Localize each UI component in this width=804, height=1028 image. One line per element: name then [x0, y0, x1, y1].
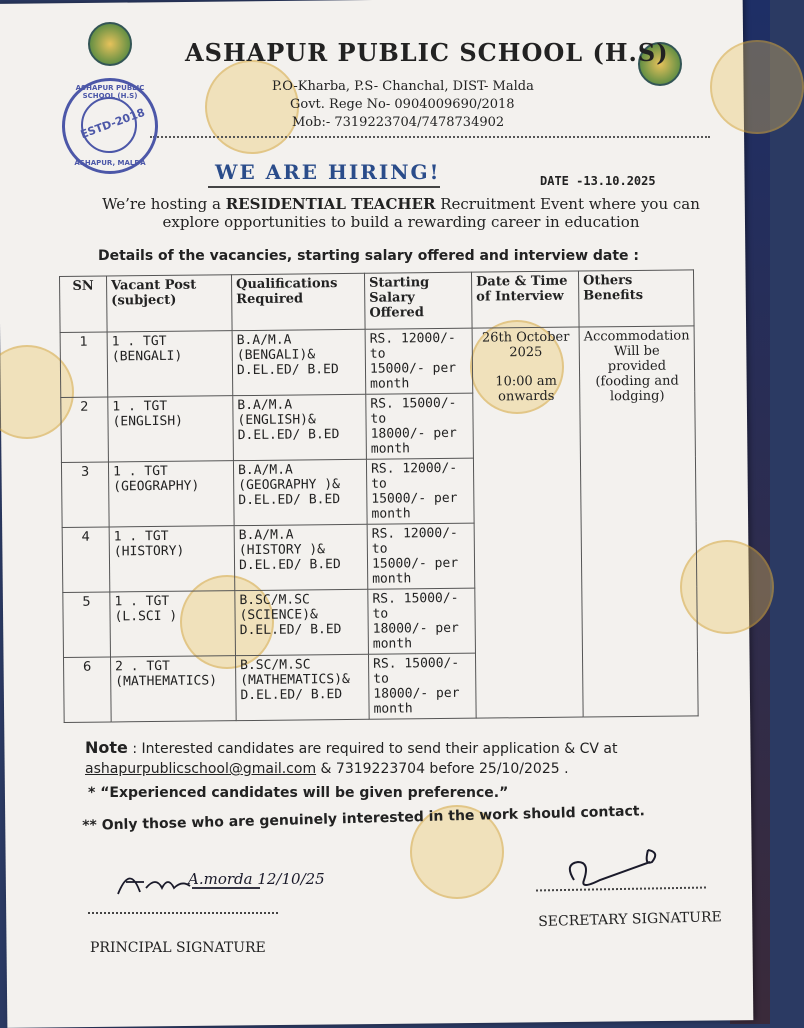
header-sn: SN — [60, 276, 108, 332]
school-registration: Govt. Rege No- 0904009690/2018 — [290, 97, 515, 112]
benefits-cell: Accommodation Will be provided (fooding and lodging) — [579, 326, 698, 717]
row-qual-2: (HISTORY )& — [238, 542, 326, 559]
header-divider — [150, 136, 710, 138]
interview-date: 26th October 2025 — [481, 329, 570, 361]
row-sn: 2 — [61, 397, 109, 462]
row-sal-3: month — [370, 441, 411, 457]
row-post-subject: (ENGLISH) — [112, 413, 184, 430]
table-row — [60, 326, 695, 398]
principal-signature-date: A.morda 12/10/25 — [188, 870, 325, 888]
vacancy-table — [59, 269, 699, 723]
school-address: P.O-Kharba, P.S- Chanchal, DIST- Malda — [272, 79, 534, 94]
intro-bold: RESIDENTIAL TEACHER — [225, 195, 436, 213]
row-qualification — [235, 654, 369, 720]
watermark-badge-icon — [205, 60, 299, 154]
row-qual-2: (MATHEMATICS)& — [240, 671, 350, 689]
table-header-row — [60, 270, 694, 333]
row-qual-3: D.EL.ED/ B.ED — [239, 622, 342, 639]
header-post: Vacant Post (subject) — [107, 275, 233, 332]
row-sal-2: 18000/- per — [370, 425, 457, 442]
row-sn: 5 — [63, 592, 111, 657]
interview-time: 10:00 am onwards — [495, 373, 558, 405]
row-qual-1: B.A/M.A — [237, 462, 293, 479]
details-heading: Details of the vacancies, starting salary offered and interview date : — [98, 248, 640, 264]
row-qualification — [232, 329, 366, 395]
row-sal-3: month — [370, 376, 410, 392]
hiring-banner: WE ARE HIRING! — [215, 160, 441, 184]
hiring-underline — [208, 186, 440, 188]
notice-date: DATE -13.10.2025 — [540, 174, 656, 188]
contact-email-link[interactable]: ashapurpublicschool@gmail.com — [85, 761, 317, 777]
row-qual-3: D.EL.ED/ B.ED — [237, 427, 340, 444]
row-qual-2: (GEOGRAPHY )& — [238, 477, 341, 494]
row-post-num: 2 . TGT — [115, 658, 170, 675]
school-name: ASHAPUR PUBLIC SCHOOL (H.S) — [185, 38, 669, 67]
row-sal-1: RS. 15000/- to — [372, 590, 459, 622]
row-qual-3: D.EL.ED/ B.ED — [240, 687, 343, 704]
row-post-num: 1 . TGT — [113, 528, 169, 545]
row-post-subject: (GEOGRAPHY) — [113, 478, 200, 495]
intro-part1: We’re hosting a — [102, 195, 226, 213]
row-sn: 3 — [61, 462, 109, 527]
row-qualification — [233, 459, 367, 525]
row-post-num: 1 . TGT — [112, 463, 168, 480]
watermark-badge-icon — [710, 40, 804, 134]
row-post — [108, 461, 234, 527]
interested-note: ** Only those who are genuinely interested in the work should contact. — [82, 803, 646, 834]
row-post-subject: (HISTORY) — [113, 543, 185, 560]
row-post-num: 1 . TGT — [114, 593, 170, 610]
school-mobile: Mob:- 7319223704/7478734902 — [292, 115, 505, 130]
row-sal-3: month — [371, 506, 411, 522]
intro-paragraph — [96, 195, 706, 231]
row-salary — [366, 393, 474, 459]
row-post-num: 1 . TGT — [111, 333, 167, 350]
row-sal-2: 18000/- per — [373, 685, 460, 702]
row-sal-2: 15000/- per — [371, 490, 458, 507]
note-text-2: & 7319223704 before 25/10/2025 . — [316, 761, 569, 777]
header-salary: Starting Salary Offered — [364, 272, 472, 329]
row-post — [110, 656, 236, 722]
row-qualification — [235, 589, 369, 655]
row-sn: 1 — [60, 332, 108, 397]
row-qual-3: D.EL.ED/ B.ED — [238, 557, 341, 574]
row-qual-1: B.A/M.A — [236, 332, 292, 349]
row-post — [110, 591, 236, 657]
row-post — [107, 331, 233, 397]
row-qual-1: B.A/M.A — [238, 527, 294, 544]
row-sn: 4 — [62, 527, 110, 592]
preference-note: * “Experienced candidates will be given preference.” — [88, 785, 509, 801]
row-sal-2: 15000/- per — [371, 555, 459, 572]
row-sal-2: 18000/- per — [372, 620, 459, 637]
row-salary — [368, 588, 476, 654]
row-sal-1: RS. 15000/- to — [373, 655, 460, 687]
row-post-subject: (L.SCI ) — [114, 608, 178, 625]
principal-signature-line — [88, 912, 278, 914]
row-qual-3: D.EL.ED/ B.ED — [236, 362, 339, 379]
row-post-num: 1 . TGT — [112, 398, 168, 415]
row-salary — [365, 328, 473, 394]
row-qual-2: (BENGALI)& — [236, 347, 316, 364]
note-label: Note — [85, 738, 128, 757]
row-post-subject: (MATHEMATICS) — [115, 673, 218, 690]
row-salary — [366, 458, 474, 524]
row-qual-3: D.EL.ED/ B.ED — [238, 492, 341, 509]
secretary-signature-label: SECRETARY SIGNATURE — [538, 909, 722, 930]
row-salary — [368, 653, 476, 719]
school-emblem-left-icon — [88, 22, 132, 66]
row-sal-2: 15000/- per — [369, 360, 457, 377]
row-sal-1: RS. 12000/- to — [370, 460, 458, 492]
row-post — [109, 526, 235, 592]
row-sn: 6 — [63, 657, 111, 722]
header-benefits: Others Benefits — [578, 270, 694, 327]
header-qualification: Qualifications Required — [231, 273, 365, 330]
row-sal-1: RS. 12000/- to — [371, 525, 458, 557]
row-post-subject: (BENGALI) — [111, 348, 183, 365]
header-interview: Date & Time of Interview — [471, 271, 579, 328]
row-sal-3: month — [372, 636, 413, 652]
row-qual-1: B.SC/M.SC — [240, 657, 311, 674]
row-qualification — [234, 524, 368, 590]
row-qualification — [233, 394, 367, 460]
row-qual-2: (ENGLISH)& — [237, 412, 316, 429]
note-text-1: : Interested candidates are required to send their application & CV at — [132, 741, 618, 757]
row-sal-3: month — [372, 571, 412, 587]
principal-signature-label: PRINCIPAL SIGNATURE — [90, 940, 266, 956]
intro-part2: Recruitment Event where you can explore opportunities to build a rewarding career in education — [162, 195, 700, 231]
stamp-ring-top: ASHAPUR PUBLIC SCHOOL (H.S) — [75, 84, 145, 100]
principal-signature-scrawl — [110, 858, 325, 904]
interview-cell — [472, 327, 583, 718]
row-qual-1: B.SC/M.SC — [239, 592, 310, 609]
note-block — [85, 738, 705, 779]
row-sal-1: RS. 12000/- to — [369, 330, 456, 362]
row-sal-3: month — [373, 701, 413, 717]
row-qual-1: B.A/M.A — [237, 397, 293, 414]
row-qual-2: (SCIENCE)& — [239, 607, 318, 624]
school-seal-stamp — [62, 78, 158, 174]
row-sal-1: RS. 15000/- to — [370, 395, 457, 427]
row-salary — [367, 523, 475, 589]
stamp-estd: ESTD-2018 — [78, 105, 147, 142]
stamp-ring-bottom: ASHAPUR, MALDA — [74, 159, 146, 167]
row-post — [108, 396, 234, 462]
